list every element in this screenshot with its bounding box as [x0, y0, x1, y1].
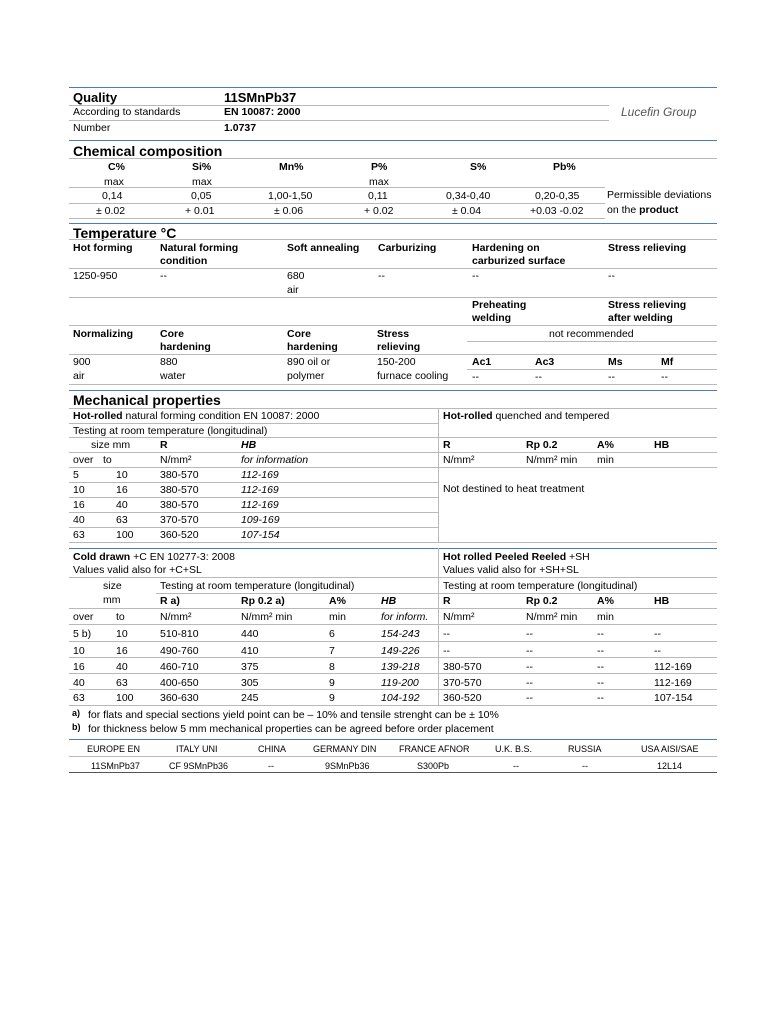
mech-hb: HB: [241, 439, 257, 451]
rule: [69, 577, 717, 578]
temp-ac3: Ac3: [535, 356, 555, 368]
table-cell: 16: [73, 499, 85, 511]
equiv-header: EUROPE EN: [87, 744, 141, 754]
rule: [69, 673, 717, 674]
equiv-header: FRANCE AFNOR: [399, 744, 470, 754]
table-cell: 40: [73, 677, 85, 689]
table-cell: --: [597, 661, 604, 673]
equiv-value: 11SMnPb37: [91, 761, 140, 771]
rule: [69, 437, 717, 438]
table-cell: 63: [73, 529, 85, 541]
divider: [438, 408, 439, 542]
chem-max-p: max: [369, 176, 389, 188]
table-cell: 10: [116, 628, 128, 640]
rule: [438, 593, 717, 594]
mech-title: Mechanical properties: [73, 392, 221, 408]
table-cell: 40: [116, 499, 128, 511]
temp-core-2: Core: [287, 328, 311, 340]
temp-core-1: Core: [160, 328, 184, 340]
quality-value: 11SMnPb37: [224, 90, 297, 105]
table-cell: --: [597, 677, 604, 689]
rule: [69, 239, 717, 240]
chem-dev-c: ± 0.02: [96, 205, 126, 217]
hp-testing: Testing at room temperature (longitudinal): [443, 580, 638, 592]
table-cell: 380-570: [160, 484, 199, 496]
rule: [69, 218, 605, 219]
mech-to: to: [103, 454, 112, 466]
hp-valid: Values valid also for +SH+SL: [443, 564, 579, 576]
table-cell: 380-570: [160, 469, 199, 481]
temp-stress-relieving: Stress relieving: [608, 242, 687, 254]
hp-a: A%: [597, 595, 614, 607]
equiv-value: 12L14: [657, 761, 683, 771]
rule: [69, 548, 717, 549]
table-cell: --: [526, 628, 533, 640]
table-cell: 63: [73, 692, 85, 704]
table-cell: 360-630: [160, 692, 199, 704]
table-cell: 380-570: [443, 661, 482, 673]
temp-srw: Stress relieving: [608, 299, 687, 311]
temp-hardening-2: carburized surface: [472, 255, 566, 267]
equiv-header: U.K. B.S.: [495, 744, 533, 754]
table-cell: 400-650: [160, 677, 199, 689]
cold-valid: Values valid also for +C+SL: [73, 564, 202, 576]
table-cell: 100: [116, 529, 134, 541]
temp-core-2b: hardening: [287, 341, 338, 353]
equiv-value: S300Pb: [417, 761, 450, 771]
chem-dev-si: + 0.01: [185, 205, 215, 217]
rule: [69, 705, 717, 706]
mech-testing: Testing at room temperature (longitudinal): [73, 425, 268, 437]
table-cell: --: [597, 692, 604, 704]
chem-dev-s: ± 0.04: [452, 205, 482, 217]
rule: [69, 641, 717, 642]
temp-natural-forming: Natural forming: [160, 242, 239, 254]
number-value: 1.0737: [224, 122, 257, 134]
chem-dev-mn: ± 0.06: [274, 205, 304, 217]
rule: [467, 341, 717, 342]
temp-ac1: Ac1: [472, 356, 492, 368]
table-cell: 107-154: [654, 692, 693, 704]
rule: [69, 354, 717, 355]
rule: [69, 297, 717, 298]
chem-col-s: S%: [470, 161, 487, 173]
table-cell: --: [526, 661, 533, 673]
temp-norm-val: 900: [73, 356, 91, 368]
temp-preheating-2: welding: [472, 312, 512, 324]
table-cell: --: [526, 677, 533, 689]
temp-sr-val: 150-200: [377, 356, 416, 368]
table-cell: 154-243: [381, 628, 420, 640]
mech-size-mm: size mm: [91, 439, 131, 451]
equiv-header: GERMANY DIN: [313, 744, 377, 754]
table-cell: 112-169: [654, 661, 692, 673]
table-cell: 16: [116, 484, 128, 496]
table-cell: 10: [116, 469, 128, 481]
chem-val-pb: 0,20-0,35: [535, 190, 580, 202]
cold-size: size: [103, 580, 122, 592]
hp-unit-min: N/mm² min: [526, 611, 578, 623]
table-cell: 149-226: [381, 645, 420, 657]
number-label: Number: [73, 122, 111, 134]
table-cell: 410: [241, 645, 259, 657]
divider: [438, 548, 439, 705]
standards-label: According to standards: [73, 106, 181, 118]
table-cell: --: [443, 628, 450, 640]
temp-soft-value: 680: [287, 270, 305, 282]
quality-label: Quality: [73, 90, 118, 105]
table-cell: 16: [116, 645, 128, 657]
table-cell: 490-760: [160, 645, 199, 657]
mech-qt-unit-min: N/mm² min: [526, 454, 578, 466]
rule: [69, 512, 438, 513]
chem-max-si: max: [192, 176, 212, 188]
table-cell: --: [654, 628, 661, 640]
table-cell: 440: [241, 628, 259, 640]
temp-natural-forming-2: condition: [160, 255, 208, 267]
cold-hb: HB: [381, 595, 397, 607]
temp-hot-forming: Hot forming: [73, 242, 133, 254]
temp-ch1-val-2: water: [160, 370, 186, 382]
temp-ms-val: --: [608, 371, 615, 383]
rule: [69, 325, 717, 326]
mech-for-info: for information: [241, 454, 309, 466]
rule: [69, 542, 717, 543]
rule: [156, 593, 438, 594]
mech-qt-a: A%: [597, 439, 614, 451]
temp-mf: Mf: [661, 356, 674, 368]
footnote-a: for flats and special sections yield point can be – 10% and tensile strenght can be ± 10%: [88, 709, 499, 721]
rule: [69, 384, 717, 385]
temp-sr-val-2: furnace cooling: [377, 370, 449, 382]
cold-mm: mm: [103, 594, 121, 606]
chem-val-mn: 1,00-1,50: [268, 190, 313, 202]
brand-name: Lucefin Group: [621, 105, 697, 119]
temp-ch2-val: 890 oil or: [287, 356, 331, 368]
rule: [69, 739, 717, 740]
equiv-header: RUSSIA: [568, 744, 602, 754]
rule: [69, 423, 438, 424]
table-cell: 40: [73, 514, 85, 526]
chem-note: Permissible deviations: [607, 189, 712, 201]
chem-col-p: P%: [371, 161, 388, 173]
equiv-header: CHINA: [258, 744, 287, 754]
cold-a: A%: [329, 595, 346, 607]
temp-soft-annealing: Soft annealing: [287, 242, 360, 254]
cold-min: min: [329, 611, 346, 623]
cold-unit-min: N/mm² min: [241, 611, 293, 623]
table-cell: 10: [73, 645, 85, 657]
table-cell: 5 b): [73, 628, 92, 640]
equiv-header: ITALY UNI: [176, 744, 218, 754]
chem-col-mn: Mn%: [279, 161, 304, 173]
table-cell: 370-570: [443, 677, 482, 689]
rule: [69, 452, 717, 453]
cold-to: to: [116, 611, 125, 623]
hp-heading: Hot rolled Peeled Reeled +SH: [443, 551, 590, 563]
equiv-header: USA AISI/SAE: [641, 744, 699, 754]
temp-carb-value: --: [378, 270, 385, 282]
table-cell: 63: [116, 514, 128, 526]
mech-not-destined: Not destined to heat treatment: [443, 483, 585, 495]
hp-min: min: [597, 611, 614, 623]
cold-r: R a): [160, 595, 180, 607]
rule: [69, 482, 438, 483]
equiv-value: --: [582, 761, 588, 771]
table-cell: 380-570: [160, 499, 199, 511]
table-cell: 112-169: [241, 469, 279, 481]
chem-note-2: on the product: [607, 204, 679, 216]
mech-unit: N/mm²: [160, 454, 192, 466]
rule: [467, 369, 717, 370]
chem-col-c: C%: [108, 161, 125, 173]
temp-preheating: Preheating: [472, 299, 527, 311]
rule: [69, 467, 717, 468]
footnote-b: for thickness below 5 mm mechanical properties can be agreed before order placement: [88, 723, 494, 735]
table-cell: 370-570: [160, 514, 199, 526]
rule: [69, 140, 717, 141]
rule: [69, 608, 717, 609]
footnote-a-mark: a): [72, 708, 81, 718]
table-cell: 10: [73, 484, 85, 496]
table-cell: 107-154: [241, 529, 280, 541]
table-cell: 375: [241, 661, 259, 673]
rule: [69, 527, 438, 528]
rule: [69, 158, 717, 159]
table-cell: --: [443, 645, 450, 657]
temp-hf-value: 1250-950: [73, 270, 118, 282]
hp-r: R: [443, 595, 451, 607]
rule: [69, 772, 717, 773]
chem-dev-p: + 0.02: [364, 205, 394, 217]
mech-qt-unit: N/mm²: [443, 454, 475, 466]
temp-ac3-val: --: [535, 371, 542, 383]
mech-qt-hb: HB: [654, 439, 670, 451]
chem-dev-pb: +0.03 -0.02: [530, 205, 584, 217]
table-cell: 360-520: [443, 692, 482, 704]
temp-title: Temperature °C: [73, 225, 177, 241]
equiv-value: --: [268, 761, 274, 771]
table-cell: 245: [241, 692, 259, 704]
equiv-value: --: [513, 761, 519, 771]
table-cell: 16: [73, 661, 85, 673]
temp-hard-value: --: [472, 270, 479, 282]
temp-hardening: Hardening on: [472, 242, 540, 254]
rule: [69, 203, 605, 204]
chem-val-si: 0,05: [191, 190, 212, 202]
temp-not-recommended: not recommended: [549, 328, 634, 340]
temp-core-1b: hardening: [160, 341, 211, 353]
temp-ac1-val: --: [472, 371, 479, 383]
table-cell: 9: [329, 677, 335, 689]
table-cell: --: [597, 628, 604, 640]
table-cell: 139-218: [381, 661, 420, 673]
hp-unit: N/mm²: [443, 611, 475, 623]
temp-normalizing: Normalizing: [73, 328, 134, 340]
mech-over: over: [73, 454, 94, 466]
chem-val-c: 0,14: [102, 190, 123, 202]
temp-ch1-val: 880: [160, 356, 178, 368]
rule: [69, 756, 717, 757]
table-cell: --: [654, 645, 661, 657]
table-cell: --: [526, 692, 533, 704]
mech-r: R: [160, 439, 168, 451]
rule: [69, 87, 717, 88]
table-cell: 8: [329, 661, 335, 673]
table-cell: 360-520: [160, 529, 199, 541]
temp-norm-val-2: air: [73, 370, 85, 382]
cold-over: over: [73, 611, 94, 623]
cold-for-inform: for inform.: [381, 611, 429, 623]
table-cell: 63: [116, 677, 128, 689]
table-cell: --: [597, 645, 604, 657]
table-cell: 7: [329, 645, 335, 657]
table-cell: 112-169: [241, 484, 279, 496]
rule: [69, 689, 717, 690]
table-cell: 109-169: [241, 514, 280, 526]
table-cell: 104-192: [381, 692, 420, 704]
table-cell: 510-810: [160, 628, 199, 640]
table-cell: 112-169: [654, 677, 692, 689]
table-cell: 112-169: [241, 499, 279, 511]
table-cell: 40: [116, 661, 128, 673]
cold-rp: Rp 0.2 a): [241, 595, 285, 607]
table-cell: 6: [329, 628, 335, 640]
temp-soft-value-2: air: [287, 284, 299, 296]
mech-hrqt-heading: Hot-rolled quenched and tempered: [443, 410, 610, 422]
temp-srw-2: after welding: [608, 312, 673, 324]
rule: [69, 624, 717, 625]
temp-ms: Ms: [608, 356, 623, 368]
mech-qt-rp: Rp 0.2: [526, 439, 558, 451]
cold-testing: Testing at room temperature (longitudinal): [160, 580, 355, 592]
chem-title: Chemical composition: [73, 143, 223, 159]
mech-qt-r: R: [443, 439, 451, 451]
table-cell: 100: [116, 692, 134, 704]
hp-hb: HB: [654, 595, 670, 607]
hp-rp: Rp 0.2: [526, 595, 558, 607]
table-cell: 460-710: [160, 661, 199, 673]
temp-ch2-val-2: polymer: [287, 370, 325, 382]
chem-val-s: 0,34-0,40: [446, 190, 491, 202]
table-cell: 119-200: [381, 677, 419, 689]
standards-value: EN 10087: 2000: [224, 106, 301, 118]
temp-mf-val: --: [661, 371, 668, 383]
chem-val-p: 0,11: [368, 190, 388, 202]
table-cell: 9: [329, 692, 335, 704]
rule: [69, 223, 717, 224]
mech-hr-heading: Hot-rolled natural forming condition EN 10087: 2000: [73, 410, 320, 422]
rule: [69, 120, 609, 121]
cold-unit: N/mm²: [160, 611, 192, 623]
chem-col-si: Si%: [192, 161, 212, 173]
chem-max-c: max: [104, 176, 124, 188]
table-cell: 5: [73, 469, 79, 481]
equiv-value: 9SMnPb36: [325, 761, 370, 771]
temp-stress-b: relieving: [377, 341, 421, 353]
rule: [69, 390, 717, 391]
temp-stress-value: --: [608, 270, 615, 282]
footnote-b-mark: b): [72, 722, 81, 732]
temp-carburizing: Carburizing: [378, 242, 437, 254]
rule: [69, 657, 717, 658]
rule: [69, 187, 605, 188]
table-cell: 305: [241, 677, 259, 689]
mech-qt-min: min: [597, 454, 614, 466]
rule: [69, 268, 717, 269]
cold-heading: Cold drawn +C EN 10277-3: 2008: [73, 551, 235, 563]
chem-col-pb: Pb%: [553, 161, 576, 173]
rule: [69, 408, 717, 409]
equiv-value: CF 9SMnPb36: [169, 761, 229, 771]
rule: [69, 497, 438, 498]
temp-stress: Stress: [377, 328, 410, 340]
table-cell: --: [526, 645, 533, 657]
temp-nat-value: --: [160, 270, 167, 282]
